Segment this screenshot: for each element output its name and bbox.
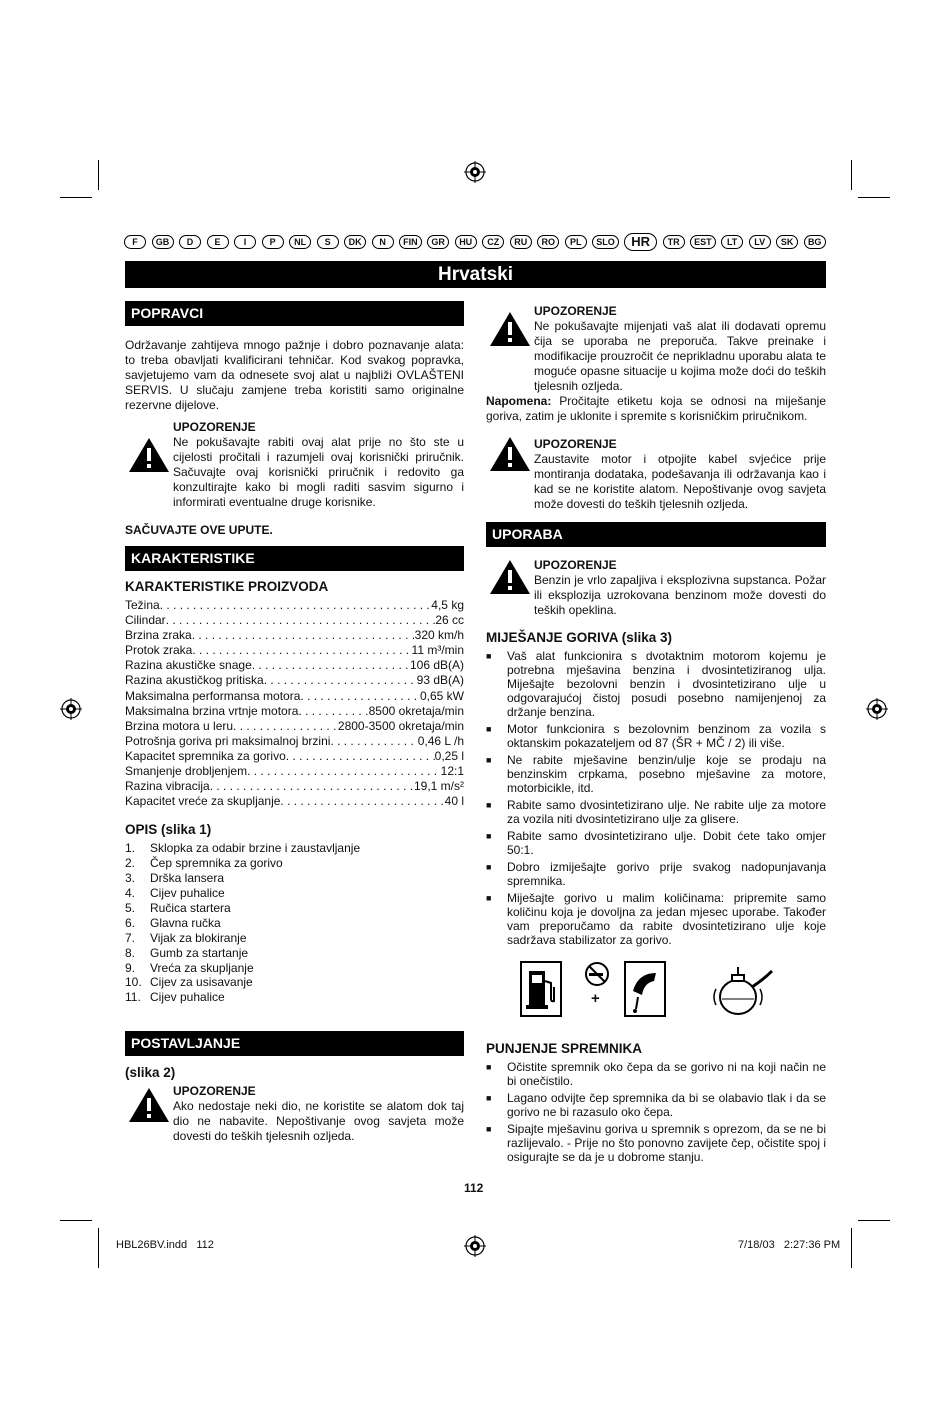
list-item <box>486 1122 826 1164</box>
language-tab-e: E <box>207 235 229 249</box>
language-tab-s: S <box>317 235 339 249</box>
list-number: 9. <box>125 960 136 975</box>
bullet-icon: ■ <box>486 651 492 661</box>
spec-label: Potrošnja goriva pri maksimalnoj brzini <box>125 733 331 748</box>
spec-leader <box>300 689 420 704</box>
section-heading-karakteristike: KARAKTERISTIKE <box>125 546 464 571</box>
warning-block <box>125 420 464 510</box>
spec-row <box>125 794 464 809</box>
spec-row <box>125 749 464 764</box>
crop-mark <box>60 197 92 198</box>
list-text: Cijev za usisavanje <box>150 975 253 990</box>
subheading-karakteristike-proizvoda: KARAKTERISTIKE PROIZVODA <box>125 579 329 594</box>
warning-title: UPOZORENJE <box>534 304 617 318</box>
list-item <box>125 990 464 1005</box>
spec-value: 12:1 <box>440 764 464 779</box>
registration-mark-icon <box>464 1235 486 1257</box>
spec-value: 40 l <box>444 794 464 809</box>
list-item <box>486 753 826 795</box>
warning-text: Ne pokušavajte mijenjati vaš alat ili dodavati opremu čija se uporaba ne preporuča. Takve preinake i modifikacije prouzročit će neprikladnu uporabu alata te moguće opasne situacije u kojima može doći do teških tjelesnih ozljeda. <box>534 319 826 393</box>
warning-block <box>486 558 826 618</box>
language-tab-ru: RU <box>510 235 532 249</box>
popravci-text: Održavanje zahtijeva mnogo pažnje i dobro poznavanje alata: to treba obavljati kvalificirani tehničar. Kod svakog popravka, savjetujemo vam da odnesete svoj alat u najbliži OVLAŠTENI SERVIS. U slučaju zamjene treba koristiti samo originalne rezervne dijelove. <box>125 338 464 412</box>
spec-leader <box>252 658 410 673</box>
spec-label: Protok zraka <box>125 643 193 658</box>
warning-title: UPOZORENJE <box>534 437 617 451</box>
spec-label: Cilindar <box>125 613 166 628</box>
registration-mark-icon <box>464 161 486 183</box>
list-text: Rabite samo dvosintetizirano ulje. Ne rabite ulje za motore za vozila niti dvosintetizirano ulje za glisere. <box>507 798 826 826</box>
spec-row <box>125 673 464 688</box>
language-bar <box>124 233 826 250</box>
language-tab-pl: PL <box>565 235 587 249</box>
language-tab-hu: HU <box>455 235 477 249</box>
warning-title: UPOZORENJE <box>173 1084 256 1099</box>
spec-row <box>125 658 464 673</box>
warning-triangle-icon <box>486 560 534 594</box>
note-text <box>486 394 826 424</box>
language-tab-fin: FIN <box>399 235 422 249</box>
language-tab-p: P <box>262 235 284 249</box>
language-tab-slo: SLO <box>592 235 619 249</box>
language-tab-f: F <box>124 235 146 249</box>
note-label: Napomena: <box>486 394 552 408</box>
list-text: Lagano odvijte čep spremnika da bi se olabavio tlak i da se gorivo ne bi razasulo oko čepa. <box>507 1091 826 1119</box>
spec-leader <box>280 794 444 809</box>
spec-row <box>125 704 464 719</box>
no-smoking-icon <box>584 961 610 987</box>
spec-value: 4,5 kg <box>431 598 464 612</box>
note-body: Pročitajte etiketu koja se odnosi na miješanje goriva, zatim je uklonite i spremite s korisničkim priručnikom. <box>486 394 826 423</box>
registration-mark-icon <box>60 698 82 720</box>
fuel-pump-icon <box>520 961 562 1017</box>
list-item <box>486 722 826 750</box>
spec-row <box>125 689 464 704</box>
spec-value: 11 m³/min <box>411 643 464 658</box>
spec-row <box>125 779 464 794</box>
spec-list <box>125 598 464 809</box>
list-text: Rabite samo dvosintetizirano ulje. Dobit ćete tako omjer 50:1. <box>507 829 826 857</box>
list-item <box>125 886 464 901</box>
list-text: Cijev puhalice <box>150 886 225 901</box>
list-text: Motor funkcionira s bezolovnim benzinom za vozila s oktanskim pokazateljem od 87 (ŠR + MČ / 2) ili više. <box>507 722 826 750</box>
spec-row <box>125 719 464 734</box>
language-tab-d: D <box>179 235 201 249</box>
list-text: Vijak za blokiranje <box>150 930 247 945</box>
spec-leader <box>160 598 432 613</box>
list-number: 2. <box>125 856 136 871</box>
spec-row <box>125 628 464 643</box>
list-item <box>125 841 464 856</box>
oil-funnel-icon <box>624 961 666 1017</box>
spec-value: 0,25 l <box>434 748 464 763</box>
registration-mark-icon <box>866 698 888 720</box>
spec-leader <box>264 673 417 688</box>
list-text: Gumb za startanje <box>150 945 249 960</box>
crop-mark <box>60 1220 92 1221</box>
list-text: Vaš alat funkcionira s dvotaktnim motorom kojemu je potrebna mješavina benzina i dvosintetiziranog ulja. Miješajte bezolovni benzin i dvosintetizirano ulje u odgovarajućoj čistoj posudi posebno namijenjenoj za držanje benzina. <box>507 649 826 719</box>
list-text: Sklopka za odabir brzine i zaustavljanje <box>150 841 361 856</box>
crop-mark <box>851 160 852 190</box>
right-column <box>486 304 826 1167</box>
warning-title: UPOZORENJE <box>173 420 256 434</box>
language-tab-est: EST <box>690 235 716 249</box>
spec-leader <box>330 734 417 749</box>
list-item <box>125 946 464 961</box>
list-item <box>486 1091 826 1119</box>
footer-file-info: HBL26BV.indd 112 <box>116 1239 214 1251</box>
subheading-punjenje-spremnika: PUNJENJE SPREMNIKA <box>486 1041 643 1056</box>
list-text: Drška lansera <box>150 871 225 886</box>
page-number: 112 <box>464 1181 484 1195</box>
warning-title: UPOZORENJE <box>534 558 617 572</box>
list-item <box>125 856 464 871</box>
spec-label: Brzina zraka <box>125 628 192 643</box>
spec-value: 8500 okretaja/min <box>368 703 464 718</box>
crop-mark <box>858 1220 890 1221</box>
list-text: Očistite spremnik oko čepa da se gorivo ni na koji način ne bi onečistilo. <box>507 1060 826 1088</box>
list-number: 1. <box>125 841 136 856</box>
list-text: Čep spremnika za gorivo <box>150 856 283 871</box>
section-heading-postavljanje: POSTAVLJANJE <box>125 1031 464 1056</box>
list-text: Miješajte gorivo u malim količinama: pripremite samo količinu koja je dovoljna za jedan mjesec uporabe. Također vam preporučamo da rabite dvosintetizirano ulje koje sadržava stabilizator za gorivo. <box>507 891 826 947</box>
crop-mark <box>851 1228 852 1268</box>
spec-leader <box>210 779 414 794</box>
language-tab-hr: HR <box>624 233 657 251</box>
subheading-mijesanje-goriva: MIJEŠANJE GORIVA (slika 3) <box>486 630 673 645</box>
list-item <box>486 1060 826 1088</box>
fuel-can-icon <box>712 961 778 1017</box>
list-number: 7. <box>125 930 136 945</box>
list-number: 4. <box>125 886 136 901</box>
list-item <box>125 871 464 886</box>
list-text: Sipajte mješavinu goriva u spremnik s oprezom, da se ne bi razlijevalo. - Prije no što ponovno zavijete čep, očistite spoj i osigurajte se da je u dobrome stanju. <box>507 1122 826 1164</box>
language-tab-bg: BG <box>804 235 826 249</box>
language-tab-ro: RO <box>537 235 559 249</box>
spec-row <box>125 613 464 628</box>
fuel-mixing-list <box>486 649 826 947</box>
warning-text: Ne pokušavajte rabiti ovaj alat prije no što ste u cijelosti pročitali i razumjeli ovaj korisnički priručnik. Sačuvajte ovaj korisnički priručnik i redovito ga konzultirajte kako bi mogli raditi sasvim sigurno i informirati eventualne druge korisnike. <box>173 435 464 509</box>
page-title: Hrvatski <box>125 261 826 288</box>
list-item <box>486 798 826 826</box>
spec-row <box>125 643 464 658</box>
spec-value: 93 dB(A) <box>416 673 464 688</box>
save-instructions: SAČUVAJTE OVE UPUTE. <box>125 523 273 537</box>
warning-text: Zaustavite motor i otpojite kabel svjećice prije montiranja dodataka, podešavanja ili održavanja kao i kad se ne koristite alatom. Nepoštivanje ovog savjeta može dovesti do teških tjelesnih ozljeda. <box>534 452 826 511</box>
tank-filling-list <box>486 1060 826 1164</box>
language-tab-i: I <box>234 235 256 249</box>
language-tab-n: N <box>372 235 394 249</box>
bullet-icon: ■ <box>486 724 492 734</box>
language-tab-nl: NL <box>289 235 311 249</box>
list-item <box>125 916 464 931</box>
list-item <box>486 891 826 947</box>
subheading-opis: OPIS (slika 1) <box>125 822 212 838</box>
spec-leader <box>286 749 435 764</box>
spec-label: Razina vibracija <box>125 779 210 794</box>
spec-label: Smanjenje drobljenjem <box>125 764 248 779</box>
list-item <box>125 901 464 916</box>
bullet-icon: ■ <box>486 831 492 841</box>
list-number: 6. <box>125 915 136 930</box>
spec-row <box>125 598 464 613</box>
warning-block <box>486 437 826 512</box>
spec-leader <box>192 628 415 643</box>
warning-block <box>486 304 826 394</box>
spec-row <box>125 764 464 779</box>
warning-triangle-icon <box>486 312 534 346</box>
spec-value: 26 cc <box>435 613 464 628</box>
spec-value: 2800-3500 okretaja/min <box>337 718 464 733</box>
spec-label: Kapacitet spremnika za gorivo <box>125 748 286 763</box>
list-item <box>486 860 826 888</box>
language-tab-gb: GB <box>152 235 174 249</box>
list-text: Cijev puhalice <box>150 990 225 1005</box>
spec-label: Brzina motora u leru <box>125 718 234 733</box>
crop-mark <box>98 160 99 190</box>
warning-text: Ako nedostaje neki dio, ne koristite se alatom dok taj dio ne nabavite. Nepoštivanje ovog savjeta može dovesti do teških tjelesnih ozljeda. <box>173 1099 464 1144</box>
plus-sign: + <box>591 990 600 1007</box>
spec-leader <box>192 643 411 658</box>
spec-label: Maksimalna performansa motora <box>125 688 301 703</box>
language-tab-tr: TR <box>663 235 685 249</box>
language-tab-dk: DK <box>344 235 366 249</box>
crop-mark <box>858 197 890 198</box>
spec-label: Razina akustičke snage <box>125 658 252 673</box>
section-heading-popravci: POPRAVCI <box>125 301 464 326</box>
footer-date: 7/18/03 2:27:36 PM <box>738 1239 841 1251</box>
spec-label: Kapacitet vreće za skupljanje <box>125 794 281 809</box>
list-item <box>486 829 826 857</box>
list-number: 11. <box>125 990 141 1005</box>
list-item <box>125 961 464 976</box>
bullet-icon: ■ <box>486 862 492 872</box>
spec-label: Težina <box>125 598 160 612</box>
spec-row <box>125 734 464 749</box>
list-text: Ne rabite mješavine benzin/ulje koje se prodaju na benzinskim crpkama, posebno mješavine za motore, motorbicikle, itd. <box>507 753 826 795</box>
bullet-icon: ■ <box>486 1062 492 1072</box>
left-column <box>125 301 464 1144</box>
list-text: Vreća za skupljanje <box>150 960 254 975</box>
list-item <box>486 649 826 719</box>
bullet-icon: ■ <box>486 1093 492 1103</box>
spec-leader <box>247 764 441 779</box>
spec-value: 320 km/h <box>414 628 464 643</box>
language-tab-lv: LV <box>749 235 771 249</box>
list-text: Ručica startera <box>150 900 231 915</box>
spec-label: Maksimalna brzina vrtnje motora <box>125 703 299 718</box>
bullet-icon: ■ <box>486 755 492 765</box>
spec-value: 19,1 m/s² <box>413 779 464 794</box>
bullet-icon: ■ <box>486 1124 492 1134</box>
parts-list <box>125 841 464 1005</box>
list-number: 3. <box>125 871 136 886</box>
spec-label: Razina akustičkog pritiska <box>125 673 264 688</box>
list-text: Glavna ručka <box>150 915 221 930</box>
list-number: 10. <box>125 975 142 990</box>
warning-block <box>125 1084 464 1144</box>
warning-text: Benzin je vrlo zapaljiva i eksplozivna supstanca. Požar ili eksplozija uzrokovana benzinom može dovesti do teških opeklina. <box>534 573 826 617</box>
list-number: 5. <box>125 900 136 915</box>
warning-triangle-icon <box>125 1088 173 1122</box>
spec-leader <box>298 704 368 719</box>
bullet-icon: ■ <box>486 893 492 903</box>
warning-triangle-icon <box>486 437 534 471</box>
language-tab-lt: LT <box>721 235 743 249</box>
spec-leader <box>166 613 436 628</box>
language-tab-sk: SK <box>776 235 798 249</box>
warning-triangle-icon <box>125 438 173 472</box>
crop-mark <box>98 1228 99 1268</box>
list-number: 8. <box>125 945 136 960</box>
subheading-slika-2: (slika 2) <box>125 1065 176 1081</box>
spec-value: 106 dB(A) <box>409 658 464 673</box>
list-text: Dobro izmiješajte gorivo prije svakog nadopunjavanja spremnika. <box>507 860 826 888</box>
spec-value: 0,65 kW <box>419 688 464 703</box>
figure-3 <box>486 961 826 1035</box>
bullet-icon: ■ <box>486 800 492 810</box>
section-heading-uporaba: UPORABA <box>486 522 826 547</box>
language-tab-gr: GR <box>427 235 449 249</box>
list-item <box>125 975 464 990</box>
spec-value: 0,46 L /h <box>417 733 464 748</box>
spec-leader <box>233 719 338 734</box>
list-item <box>125 931 464 946</box>
language-tab-cz: CZ <box>482 235 504 249</box>
